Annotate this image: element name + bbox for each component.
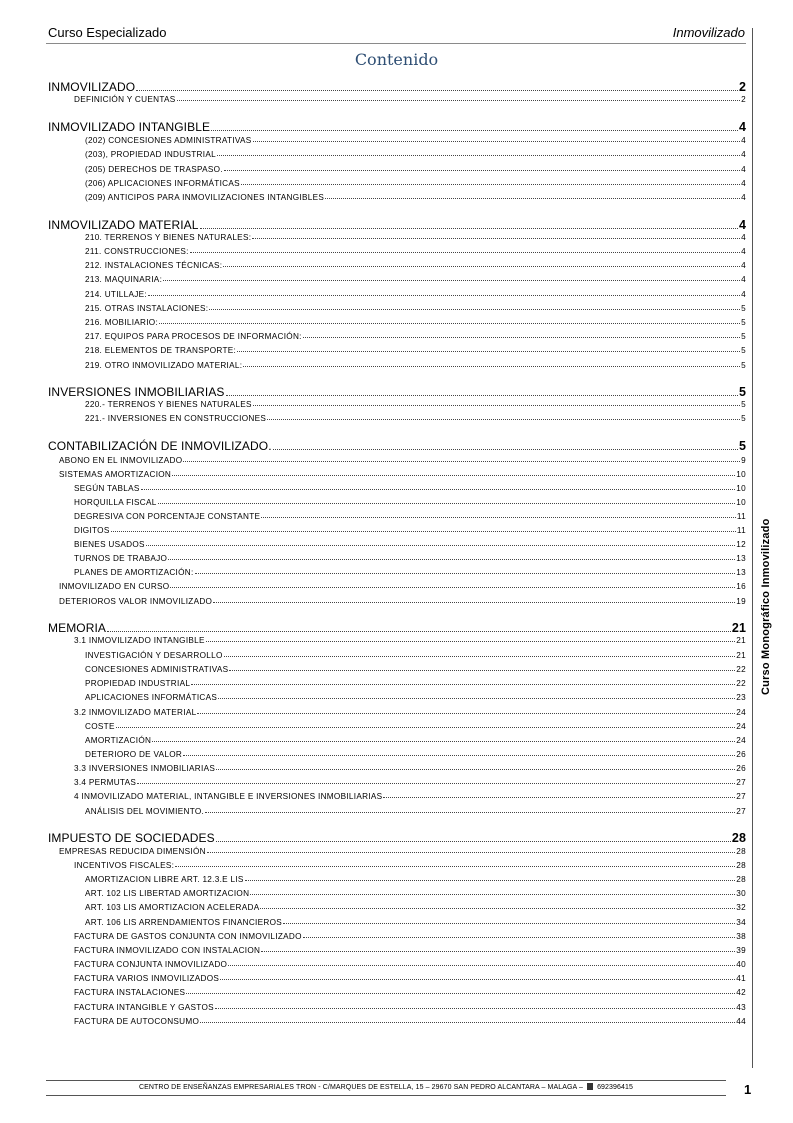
- toc-dot-leader: [190, 252, 740, 253]
- toc-entry-title: INMOVILIZADO INTANGIBLE: [48, 120, 211, 134]
- toc-dot-leader: [217, 155, 740, 156]
- toc-page-number: 38: [736, 932, 746, 941]
- toc-dot-leader: [168, 559, 735, 560]
- toc-subsection-entry[interactable]: [48, 361, 746, 370]
- toc-entry-title: 212. INSTALACIONES TÉCNICAS:: [85, 261, 223, 270]
- toc-dot-leader: [283, 923, 735, 924]
- toc-entry-title: INVESTIGACIÓN Y DESARROLLO: [85, 651, 223, 660]
- toc-dot-leader: [136, 90, 738, 91]
- toc-page-number: 24: [736, 722, 746, 731]
- toc-page-number: 4: [741, 290, 746, 299]
- toc-entry-title: FACTURA DE AUTOCONSUMO: [74, 1017, 200, 1026]
- toc-page-number: 12: [736, 540, 746, 549]
- page-number: 1: [744, 1082, 752, 1097]
- toc-dot-leader: [209, 309, 740, 310]
- toc-page-number: 44: [736, 1017, 746, 1026]
- toc-dot-leader: [107, 631, 731, 632]
- toc-dot-leader: [183, 755, 735, 756]
- toc-title: Contenido: [354, 50, 439, 69]
- toc-subsection-entry[interactable]: [48, 582, 746, 591]
- toc-entry-title: TURNOS DE TRABAJO: [74, 554, 168, 563]
- toc-page-number: 5: [741, 318, 746, 327]
- toc-entry-title: (206) APLICACIONES INFORMÁTICAS: [85, 179, 240, 188]
- toc-page-number: 11: [736, 526, 746, 535]
- toc-entry-title: EMPRESAS REDUCIDA DIMENSIÓN: [59, 847, 206, 856]
- toc-page-number: 19: [736, 597, 746, 606]
- toc-subsection-entry[interactable]: [48, 861, 746, 870]
- toc-page-number: 27: [736, 807, 746, 816]
- toc-subsection-entry[interactable]: [48, 414, 746, 423]
- toc-dot-leader: [213, 602, 735, 603]
- toc-subsection-entry[interactable]: [48, 484, 746, 493]
- toc-page-number: 5: [741, 304, 746, 313]
- toc-dot-leader: [148, 295, 740, 296]
- toc-subsection-entry[interactable]: [48, 1003, 746, 1012]
- toc-page-number: 11: [736, 512, 746, 521]
- toc-page-number: 5: [738, 385, 746, 399]
- toc-page-number: 30: [736, 889, 746, 898]
- toc-subsection-entry[interactable]: [48, 597, 746, 606]
- toc-subsection-entry[interactable]: [48, 847, 746, 856]
- toc-page-number: 4: [741, 136, 746, 145]
- header-topic: Inmovilizado: [672, 25, 745, 40]
- toc-section-entry[interactable]: [48, 80, 746, 94]
- toc-subsection-entry[interactable]: [48, 679, 746, 688]
- toc-subsection-entry[interactable]: [48, 554, 746, 563]
- toc-page-number: 4: [741, 179, 746, 188]
- toc-page-number: 2: [741, 95, 746, 104]
- toc-subsection-entry[interactable]: [48, 512, 746, 521]
- toc-page-number: 24: [736, 708, 746, 717]
- footer-address: [46, 1083, 726, 1091]
- toc-page-number: 5: [738, 439, 746, 453]
- toc-dot-leader: [175, 866, 735, 867]
- toc-dot-leader: [170, 587, 735, 588]
- toc-page-number: 26: [736, 750, 746, 759]
- toc-subsection-entry[interactable]: [48, 290, 746, 299]
- toc-page-number: 39: [736, 946, 746, 955]
- toc-entry-title: FACTURA VARIOS INMOVILIZADOS: [74, 974, 220, 983]
- toc-entry-title: APLICACIONES INFORMÁTICAS: [85, 693, 218, 702]
- toc-entry-title: 3.3 INVERSIONES INMOBILIARIAS: [74, 764, 216, 773]
- toc-dot-leader: [228, 965, 735, 966]
- toc-entry-title: 219. OTRO INMOVILIZADO MATERIAL:: [85, 361, 243, 370]
- toc-dot-leader: [226, 395, 738, 396]
- toc-entry-title: AMORTIZACION LIBRE ART. 12.3.E LIS: [85, 875, 244, 884]
- toc-page-number: 27: [736, 792, 746, 801]
- toc-page-number: 28: [731, 831, 746, 845]
- toc-dot-leader: [211, 130, 738, 131]
- toc-entry-title: HORQUILLA FISCAL: [74, 498, 157, 507]
- toc-dot-leader: [250, 894, 735, 895]
- toc-page-number: 13: [736, 568, 746, 577]
- toc-entry-title: (202) CONCESIONES ADMINISTRATIVAS: [85, 136, 252, 145]
- toc-dot-leader: [191, 684, 735, 685]
- toc-dot-leader: [261, 951, 735, 952]
- toc-entry-title: PROPIEDAD INDUSTRIAL: [85, 679, 191, 688]
- toc-entry-title: DEFINICIÓN Y CUENTAS: [74, 95, 176, 104]
- footer-divider-bottom: [46, 1095, 726, 1096]
- toc-page-number: 42: [736, 988, 746, 997]
- toc-page-number: 4: [738, 218, 746, 232]
- toc-subsection-entry[interactable]: [48, 722, 746, 731]
- toc-dot-leader: [197, 713, 735, 714]
- toc-entry-title: DETERIORO DE VALOR: [85, 750, 183, 759]
- toc-dot-leader: [205, 812, 735, 813]
- toc-page-number: 5: [741, 346, 746, 355]
- toc-dot-leader: [303, 337, 740, 338]
- toc-dot-leader: [261, 517, 736, 518]
- toc-page-number: 4: [741, 233, 746, 242]
- toc-subsection-entry[interactable]: [48, 636, 746, 645]
- toc-entry-title: DEGRESIVA CON PORCENTAJE CONSTANTE: [74, 512, 261, 521]
- toc-subsection-entry[interactable]: [48, 498, 746, 507]
- toc-page-number: 13: [736, 554, 746, 563]
- toc-page-number: 21: [736, 636, 746, 645]
- toc-subsection-entry[interactable]: [48, 903, 746, 912]
- toc-page-number: 4: [741, 193, 746, 202]
- toc-page-number: 5: [741, 414, 746, 423]
- toc-subsection-entry[interactable]: [48, 193, 746, 202]
- toc-entry-title: 213. MAQUINARIA:: [85, 275, 163, 284]
- toc-entry-title: INCENTIVOS FISCALES:: [74, 861, 175, 870]
- toc-subsection-entry[interactable]: [48, 456, 746, 465]
- toc-entry-title: CONTABILIZACIÓN DE INMOVILIZADO.: [48, 439, 272, 453]
- toc-entry-title: ABONO EN EL INMOVILIZADO: [59, 456, 183, 465]
- toc-dot-leader: [195, 573, 736, 574]
- toc-dot-leader: [229, 670, 735, 671]
- toc-dot-leader: [137, 783, 735, 784]
- toc-entry-title: BIENES USADOS: [74, 540, 145, 549]
- toc-dot-leader: [152, 741, 735, 742]
- toc-dot-leader: [243, 366, 740, 367]
- toc-dot-leader: [215, 1008, 735, 1009]
- toc-subsection-entry[interactable]: [48, 651, 746, 660]
- toc-subsection-entry[interactable]: [48, 540, 746, 549]
- toc-page-number: 4: [741, 165, 746, 174]
- toc-entry-title: DETERIOROS VALOR INMOVILIZADO: [59, 597, 213, 606]
- toc-entry-title: 215. OTRAS INSTALACIONES:: [85, 304, 209, 313]
- toc-page-number: 9: [741, 456, 746, 465]
- toc-page-number: 24: [736, 736, 746, 745]
- toc-page-number: 4: [741, 275, 746, 284]
- toc-entry-title: SEGÚN TABLAS: [74, 484, 140, 493]
- toc-subsection-entry[interactable]: [48, 233, 746, 242]
- toc-page-number: 23: [736, 693, 746, 702]
- toc-entry-title: AMORTIZACIÓN: [85, 736, 152, 745]
- toc-dot-leader: [252, 238, 740, 239]
- toc-dot-leader: [253, 141, 741, 142]
- toc-entry-title: (209) ANTICIPOS PARA INMOVILIZACIONES INTANGIBLES: [85, 193, 325, 202]
- toc-section-entry[interactable]: [48, 621, 746, 635]
- toc-subsection-entry[interactable]: [48, 778, 746, 787]
- toc-page-number: 22: [736, 679, 746, 688]
- toc-page-number: 28: [736, 875, 746, 884]
- toc-dot-leader: [267, 419, 740, 420]
- toc-subsection-entry[interactable]: [48, 179, 746, 188]
- toc-subsection-entry[interactable]: [48, 346, 746, 355]
- toc-entry-title: 220.- TERRENOS Y BIENES NATURALES: [85, 400, 252, 409]
- toc-dot-leader: [260, 908, 735, 909]
- toc-dot-leader: [325, 198, 740, 199]
- footer-text: CENTRO DE ENSEÑANZAS EMPRESARIALES TRON - C/MARQUES DE ESTELLA, 15 – 29670 SAN PEDRO ALCANTARA – MALAGA –: [138, 1084, 583, 1091]
- toc-entry-title: 216. MOBILIARIO:: [85, 318, 159, 327]
- footer-divider-top: [46, 1080, 726, 1081]
- toc-dot-leader: [206, 641, 735, 642]
- toc-page-number: 21: [731, 621, 746, 635]
- toc-dot-leader: [273, 449, 738, 450]
- toc-subsection-entry[interactable]: [48, 693, 746, 702]
- toc-subsection-entry[interactable]: [48, 889, 746, 898]
- toc-dot-leader: [303, 937, 736, 938]
- toc-subsection-entry[interactable]: [48, 261, 746, 270]
- toc-page-number: 26: [736, 764, 746, 773]
- toc-entry-title: INMOVILIZADO EN CURSO: [59, 582, 170, 591]
- toc-section-entry[interactable]: [48, 439, 746, 453]
- toc-dot-leader: [218, 698, 735, 699]
- toc-page-number: 10: [736, 484, 746, 493]
- toc-subsection-entry[interactable]: [48, 918, 746, 927]
- toc-entry-title: ART. 106 LIS ARRENDAMIENTOS FINANCIEROS: [85, 918, 283, 927]
- toc-dot-leader: [183, 461, 740, 462]
- toc-entry-title: ART. 103 LIS AMORTIZACION ACELERADA: [85, 903, 260, 912]
- toc-dot-leader: [383, 797, 735, 798]
- phone-icon: [587, 1083, 593, 1090]
- toc-subsection-entry[interactable]: [48, 95, 746, 104]
- toc-dot-leader: [224, 170, 740, 171]
- toc-page-number: 4: [738, 120, 746, 134]
- header-course-title: Curso Especializado: [48, 25, 167, 40]
- toc-entry-title: INMOVILIZADO MATERIAL: [48, 218, 199, 232]
- toc-dot-leader: [200, 228, 738, 229]
- toc-page-number: 28: [736, 861, 746, 870]
- toc-section-entry[interactable]: [48, 120, 746, 134]
- toc-entry-title: FACTURA CONJUNTA INMOVILIZADO: [74, 960, 228, 969]
- toc-subsection-entry[interactable]: [48, 568, 746, 577]
- toc-page-number: 5: [741, 400, 746, 409]
- toc-page-number: 5: [741, 332, 746, 341]
- toc-entry-title: FACTURA DE GASTOS CONJUNTA CON INMOVILIZADO: [74, 932, 302, 941]
- toc-dot-leader: [186, 993, 735, 994]
- toc-dot-leader: [172, 475, 735, 476]
- toc-dot-leader: [207, 852, 735, 853]
- toc-section-entry[interactable]: [48, 385, 746, 399]
- toc-entry-title: IMPUESTO DE SOCIEDADES: [48, 831, 215, 845]
- toc-page-number: 27: [736, 778, 746, 787]
- toc-entry-title: COSTE: [85, 722, 115, 731]
- toc-dot-leader: [200, 1022, 735, 1023]
- toc-entry-title: 218. ELEMENTOS DE TRANSPORTE:: [85, 346, 237, 355]
- toc-entry-title: ART. 102 LIS LIBERTAD AMORTIZACION: [85, 889, 250, 898]
- toc-page-number: 40: [736, 960, 746, 969]
- toc-subsection-entry[interactable]: [48, 165, 746, 174]
- toc-dot-leader: [177, 100, 741, 101]
- toc-subsection-entry[interactable]: [48, 304, 746, 313]
- toc-dot-leader: [237, 351, 740, 352]
- side-divider: [752, 28, 753, 1068]
- toc-subsection-entry[interactable]: [48, 875, 746, 884]
- toc-dot-leader: [216, 769, 735, 770]
- toc-entry-title: (203), PROPIEDAD INDUSTRIAL: [85, 150, 216, 159]
- toc-page-number: 2: [738, 80, 746, 94]
- toc-page-number: 16: [736, 582, 746, 591]
- toc-entry-title: DIGITOS: [74, 526, 110, 535]
- toc-page-number: 28: [736, 847, 746, 856]
- toc-section-entry[interactable]: [48, 218, 746, 232]
- toc-page-number: 10: [736, 470, 746, 479]
- toc-entry-title: SISTEMAS AMORTIZACION: [59, 470, 172, 479]
- toc-page-number: 10: [736, 498, 746, 507]
- toc-subsection-entry[interactable]: [48, 275, 746, 284]
- toc-dot-leader: [158, 503, 736, 504]
- toc-subsection-entry[interactable]: [48, 470, 746, 479]
- toc-subsection-entry[interactable]: [48, 792, 746, 801]
- toc-dot-leader: [141, 489, 736, 490]
- toc-subsection-entry[interactable]: [48, 960, 746, 969]
- toc-subsection-entry[interactable]: [48, 807, 746, 816]
- header-divider: [46, 43, 746, 44]
- toc-entry-title: FACTURA INSTALACIONES: [74, 988, 186, 997]
- toc-entry-title: FACTURA INMOVILIZADO CON INSTALACION: [74, 946, 261, 955]
- toc-entry-title: 214. UTILLAJE:: [85, 290, 147, 299]
- toc-page-number: 32: [736, 903, 746, 912]
- toc-page-number: 22: [736, 665, 746, 674]
- toc-subsection-entry[interactable]: [48, 136, 746, 145]
- toc-entry-title: (205) DERECHOS DE TRASPASO.: [85, 165, 223, 174]
- toc-dot-leader: [146, 545, 735, 546]
- toc-subsection-entry[interactable]: [48, 247, 746, 256]
- toc-page-number: 21: [736, 651, 746, 660]
- toc-dot-leader: [224, 656, 736, 657]
- toc-page-number: 34: [736, 918, 746, 927]
- toc-subsection-entry[interactable]: [48, 665, 746, 674]
- toc-dot-leader: [116, 727, 736, 728]
- toc-dot-leader: [241, 184, 740, 185]
- toc-dot-leader: [111, 531, 736, 532]
- toc-entry-title: 3.1 INMOVILIZADO INTANGIBLE: [74, 636, 205, 645]
- footer-phone: 692396415: [597, 1084, 634, 1091]
- toc-page-number: 5: [741, 361, 746, 370]
- toc-entry-title: 217. EQUIPOS PARA PROCESOS DE INFORMACIÓN:: [85, 332, 302, 341]
- toc-entry-title: 4 INMOVILIZADO MATERIAL, INTANGIBLE E INVERSIONES INMOBILIARIAS: [74, 792, 383, 801]
- toc-entry-title: 211. CONSTRUCCIONES:: [85, 247, 189, 256]
- toc-subsection-entry[interactable]: [48, 974, 746, 983]
- toc-subsection-entry[interactable]: [48, 400, 746, 409]
- toc-subsection-entry[interactable]: [48, 764, 746, 773]
- toc-subsection-entry[interactable]: [48, 946, 746, 955]
- toc-subsection-entry[interactable]: [48, 708, 746, 717]
- toc-subsection-entry[interactable]: [48, 736, 746, 745]
- toc-entry-title: 221.- INVERSIONES EN CONSTRUCCIONES: [85, 414, 267, 423]
- toc-entry-title: PLANES DE AMORTIZACIÓN:: [74, 568, 194, 577]
- toc-dot-leader: [163, 280, 740, 281]
- toc-subsection-entry[interactable]: [48, 988, 746, 997]
- toc-entry-title: 3.4 PERMUTAS: [74, 778, 137, 787]
- toc-dot-leader: [253, 405, 740, 406]
- toc-subsection-entry[interactable]: [48, 750, 746, 759]
- toc-dot-leader: [245, 880, 736, 881]
- toc-subsection-entry[interactable]: [48, 526, 746, 535]
- toc-page-number: 4: [741, 150, 746, 159]
- toc-dot-leader: [159, 323, 740, 324]
- toc-entry-title: INMOVILIZADO: [48, 80, 136, 94]
- toc-entry-title: 210. TERRENOS Y BIENES NATURALES:: [85, 233, 252, 242]
- toc-subsection-entry[interactable]: [48, 332, 746, 341]
- toc-dot-leader: [223, 266, 740, 267]
- toc-dot-leader: [216, 841, 731, 842]
- toc-entry-title: FACTURA INTANGIBLE Y GASTOS: [74, 1003, 214, 1012]
- toc-section-entry[interactable]: [48, 831, 746, 845]
- toc-entry-title: MEMORIA: [48, 621, 107, 635]
- toc-page-number: 4: [741, 261, 746, 270]
- toc-page-number: 41: [736, 974, 746, 983]
- toc-entry-title: 3.2 INMOVILIZADO MATERIAL: [74, 708, 197, 717]
- toc-entry-title: CONCESIONES ADMINISTRATIVAS: [85, 665, 229, 674]
- toc-subsection-entry[interactable]: [48, 318, 746, 327]
- toc-subsection-entry[interactable]: [48, 1017, 746, 1026]
- toc-entry-title: ANÁLISIS DEL MOVIMIENTO.: [85, 807, 205, 816]
- toc-subsection-entry[interactable]: [48, 932, 746, 941]
- toc-page-number: 43: [736, 1003, 746, 1012]
- toc-subsection-entry[interactable]: [48, 150, 746, 159]
- side-course-label: Curso Monográfico Inmovilizado: [760, 518, 772, 695]
- toc-page-number: 4: [741, 247, 746, 256]
- toc-dot-leader: [220, 979, 735, 980]
- toc-entry-title: INVERSIONES INMOBILIARIAS: [48, 385, 225, 399]
